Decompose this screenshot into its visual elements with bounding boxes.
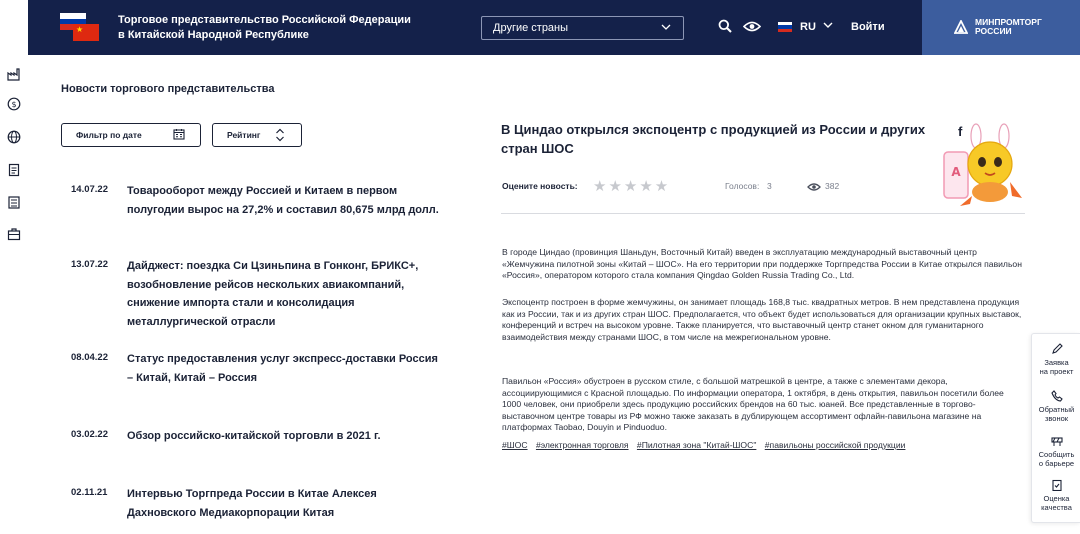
quality-rating-button[interactable] — [1032, 479, 1080, 512]
tag-link[interactable]: #ШОС — [502, 440, 528, 450]
project-request-button[interactable] — [1032, 343, 1080, 376]
side-item-label: звонок — [1044, 414, 1069, 423]
views-count: 382 — [825, 181, 840, 191]
side-item-label: Заявка — [1044, 358, 1069, 367]
rating-stars[interactable]: ★★★★★ — [593, 178, 671, 195]
ministry-logo[interactable] — [922, 0, 1080, 55]
briefcase-icon[interactable] — [7, 227, 21, 241]
side-item-label: Сообщить — [1038, 450, 1075, 459]
rate-news-label: Оцените новость: — [502, 181, 578, 191]
org-title[interactable]: Торговое представительство Российской Федерации в Китайской Народной Республике — [118, 14, 411, 41]
pen-icon — [1051, 343, 1063, 355]
facebook-share-icon[interactable]: f — [958, 124, 963, 139]
section-title: Новости торгового представительства — [61, 83, 275, 95]
tag-link[interactable]: #Пилотная зона "Китай-ШОС" — [636, 440, 757, 450]
news-date: 02.11.21 — [71, 487, 108, 498]
barrier-icon — [1051, 435, 1063, 447]
side-item-label: качества — [1041, 503, 1072, 512]
article-title: В Циндао открылся экспоцентр с продукцией из России и других стран ШОС — [501, 122, 926, 156]
article-paragraph: Павильон «Россия» обустроен в русском стиле, с большой матрешкой в центре, а также с элементами декора, ассоциирующимися с Красной площадью. По информации оператора, 1 октября, в день открытия, павильон посетили более 1000 человек, они приобрели здесь продукцию российских брендов на 60 тыс. юаней. Все представленные в торгово-выставочном центре товары из РФ можно также заказать в дублирующем ассортимент офлайн-павильона магазине на платформах Taobao, Douyin и Pinduoduo. — [502, 376, 1004, 433]
sort-arrows-icon — [275, 128, 285, 142]
votes-count: 3 — [767, 181, 772, 191]
accessibility-eye-icon[interactable] — [743, 20, 761, 38]
news-title-link[interactable]: Товарооборот между Россией и Китаем в первом полугодии вырос на 27,2% и составил 80,675 млрд долл. — [127, 185, 439, 216]
document-icon[interactable] — [7, 163, 21, 177]
ministry-logo-icon — [954, 20, 968, 34]
report-barrier-button[interactable] — [1032, 435, 1080, 468]
search-icon[interactable] — [718, 19, 732, 38]
chevron-down-icon — [661, 22, 671, 35]
svg-text:A: A — [951, 165, 961, 179]
china-flag-icon: ★ — [73, 24, 99, 41]
news-title-link[interactable]: Дайджест: поездка Си Цзиньпина в Гонконг, БРИКС+, возобновление рейсов нескольких авиакомпаний, снижение импорта стали и консолидация металлургической отрасли — [127, 260, 419, 328]
globe-icon[interactable] — [7, 130, 21, 144]
news-title-link[interactable]: Статус предоставления услуг экспресс-доставки Россия – Китай, Китай – Россия — [127, 353, 438, 384]
side-item-label: Обратный — [1038, 405, 1075, 414]
calendar-icon — [173, 128, 185, 140]
side-item-label: на проект — [1039, 367, 1074, 376]
news-title-link[interactable]: Обзор российско-китайской торговли в 2021 г. — [127, 430, 381, 442]
article-paragraph: В городе Циндао (провинция Шаньдун, Восточный Китай) введен в эксплуатацию международный выставочный центр «Жемчужина пилотной зоны «Китай – ШОС». На его территории при поддержке Торгпредства России в Китае открылся павильон «Россия», оператором которого стала компания Qingdao Golden Russia Trading Co., Ltd. — [502, 247, 1022, 281]
language-flag-icon — [778, 22, 792, 32]
industry-building-icon[interactable] — [7, 195, 21, 209]
header — [28, 0, 1080, 55]
language-selector[interactable]: RU — [800, 21, 816, 33]
article-tags — [502, 440, 911, 450]
quick-actions-panel — [1031, 333, 1080, 523]
news-date: 14.07.22 — [71, 184, 108, 195]
left-rail — [0, 55, 28, 534]
ministry-name-line-2: РОССИИ — [975, 26, 1012, 36]
country-select[interactable] — [481, 16, 684, 40]
date-filter-button[interactable] — [61, 123, 201, 147]
side-item-label: о барьере — [1038, 459, 1075, 468]
checklist-icon — [1051, 479, 1063, 491]
language-chevron-icon[interactable] — [823, 20, 833, 33]
news-date: 03.02.22 — [71, 429, 108, 440]
callback-button[interactable] — [1032, 390, 1080, 423]
article-divider — [501, 213, 1025, 214]
phone-icon — [1051, 390, 1063, 402]
factory-icon[interactable] — [7, 67, 21, 81]
side-item-label: Оценка — [1043, 494, 1070, 503]
dollar-coin-icon[interactable] — [7, 97, 21, 111]
news-date: 08.04.22 — [71, 352, 108, 363]
article-paragraph: Экспоцентр построен в форме жемчужины, он занимает площадь 168,8 тыс. квадратных метров. В нем представлена продукция как из России, так и из других стран ШОС. Предполагается, что объект будет использоваться для организации крупных выставок, конференций и встреч на высоком уровне. Также планируется, что выставочный центр станет окном для гуманитарного взаимодействия между странами ШОС, в том числе на межрегиональном уровне. — [502, 297, 1022, 342]
logo-flags[interactable] — [60, 13, 100, 41]
news-title-link[interactable]: Интервью Торгпреда России в Китае Алексея Дахновского Медиакорпорации Китая — [127, 488, 377, 519]
svg-text:$: $ — [11, 100, 17, 109]
mascot-image — [942, 122, 1030, 208]
news-date: 13.07.22 — [71, 259, 108, 270]
rating-sort-label: Рейтинг — [227, 130, 261, 140]
login-button[interactable]: Войти — [851, 21, 885, 33]
eye-icon — [807, 179, 821, 189]
ministry-name-line-1: МИНПРОМТОРГ — [975, 17, 1042, 27]
date-filter-label: Фильтр по дате — [76, 130, 142, 140]
tag-link[interactable]: #электронная торговля — [535, 440, 629, 450]
rating-sort-button[interactable] — [212, 123, 302, 147]
country-select-label: Другие страны — [493, 22, 569, 34]
tag-link[interactable]: #павильоны российской продукции — [764, 440, 906, 450]
votes-label: Голосов: — [725, 181, 760, 191]
